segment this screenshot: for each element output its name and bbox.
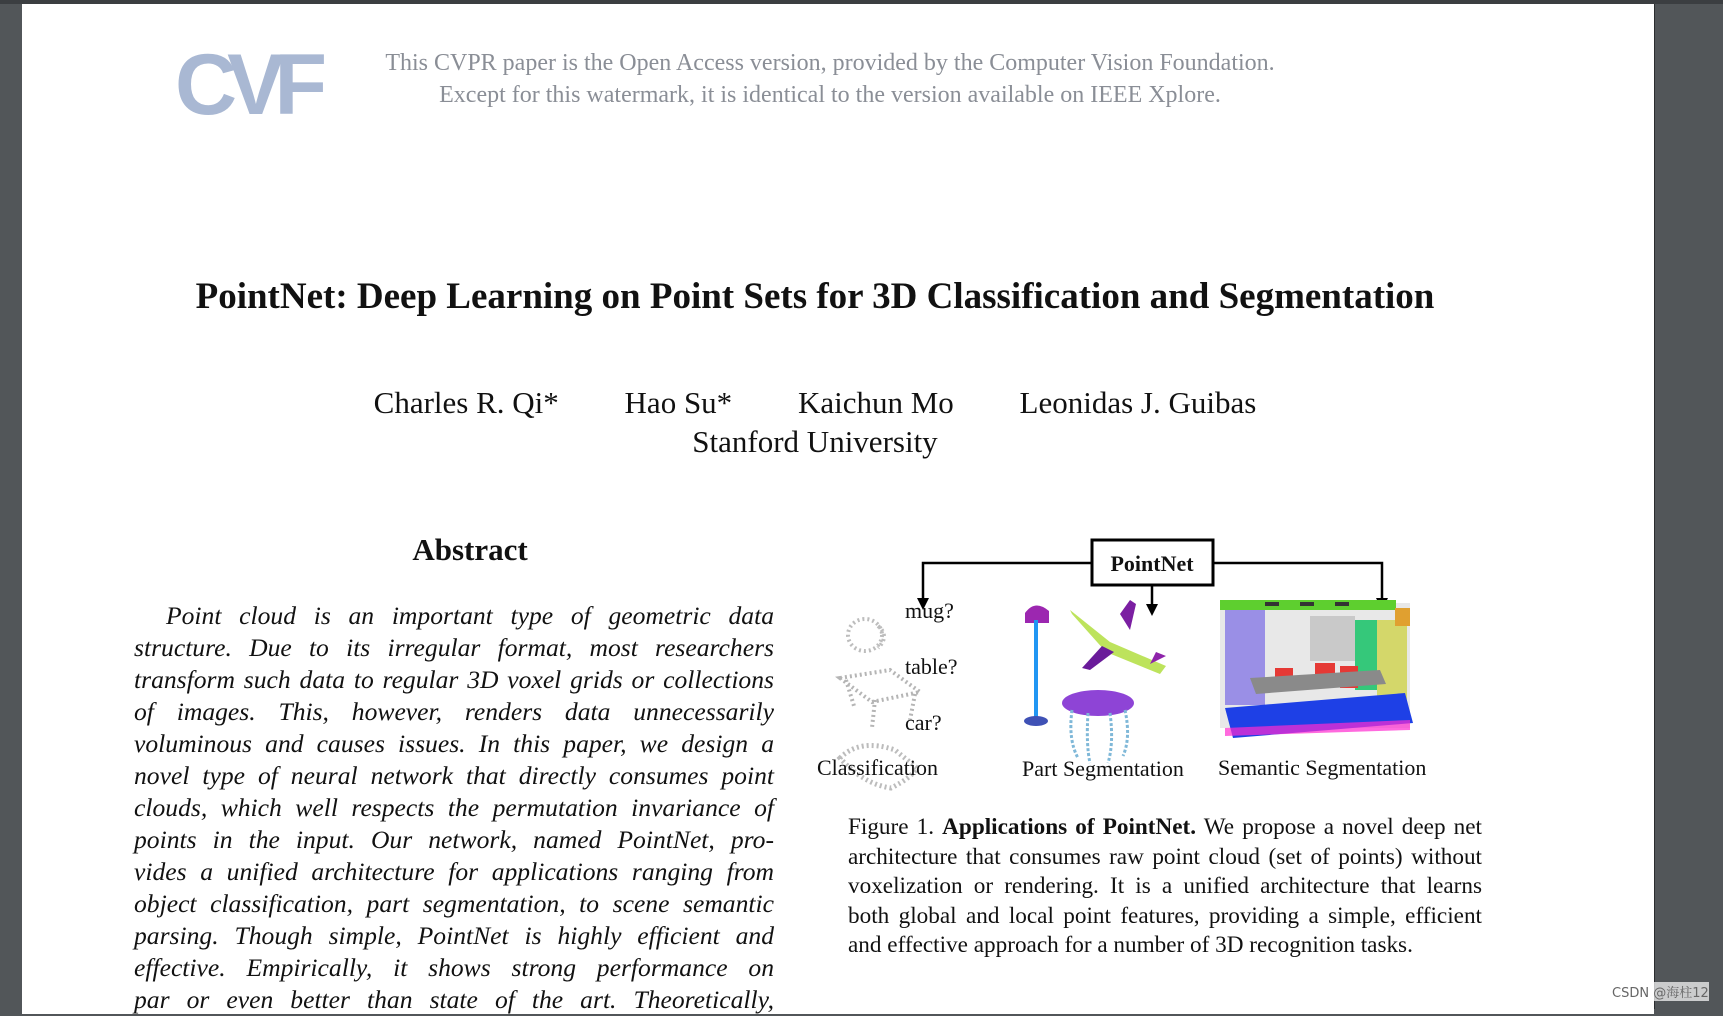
svg-text:CVF: CVF xyxy=(175,42,317,132)
abstract-line: structure. Due to its irregular format, most researchers xyxy=(134,633,774,662)
abstract-line: of images. This, however, renders data unnecessarily xyxy=(134,697,774,726)
class-label-car: car? xyxy=(905,710,942,735)
source-watermark-tag: CSDN @海柱12 xyxy=(1612,982,1709,1001)
caption-line: and effective approach for a number of 3D recognition tasks. xyxy=(848,932,1413,958)
abstract-line: transform such data to regular 3D voxel grids or collections xyxy=(134,665,774,694)
class-label-mug: mug? xyxy=(905,598,954,623)
abstract-line: clouds, which well respects the permutation invariance of xyxy=(134,793,774,822)
watermark-line-2: Except for this watermark, it is identical to the version available on IEEE Xplore. xyxy=(439,82,1221,108)
abstract-heading: Abstract xyxy=(412,532,528,567)
author-name: Charles R. Qi* xyxy=(373,385,559,420)
section-label-classification: Classification xyxy=(817,755,938,780)
watermark-line-1: This CVPR paper is the Open Access version, provided by the Computer Vision Foundation. xyxy=(385,50,1275,76)
author-name: Kaichun Mo xyxy=(797,385,954,420)
paper-title: PointNet: Deep Learning on Point Sets for 3D Classification and Segmentation xyxy=(195,276,1435,317)
abstract-text xyxy=(134,600,774,1016)
abstract-line: novel type of neural network that directly consumes point xyxy=(134,761,774,790)
indoor-scene-pointcloud-icon xyxy=(1220,600,1413,738)
arrowhead-part-segmentation xyxy=(1146,604,1158,616)
author-list xyxy=(120,385,1510,421)
caption-bold-title: Applications of PointNet. xyxy=(942,814,1197,840)
affiliation: Stanford University xyxy=(692,424,938,459)
cvf-logo-icon xyxy=(175,42,325,132)
arrow-to-semantic-segmentation xyxy=(1213,563,1382,600)
caption-line: voxelization or rendering. It is a unified architecture that learns xyxy=(848,873,1482,899)
round-table-pointcloud-icon xyxy=(1062,690,1134,763)
caption-line-text: We propose a novel deep net xyxy=(1203,814,1482,840)
page-shadow xyxy=(1654,4,1655,1009)
lamp-pointcloud-icon xyxy=(1024,605,1049,726)
abstract-line: par or even better than state of the art. Theoretically, xyxy=(134,985,774,1014)
caption-line: architecture that consumes raw point cloud (set of points) without xyxy=(848,843,1482,870)
caption-line: both global and local point features, providing a simple, efficient xyxy=(848,902,1482,929)
arrow-to-classification xyxy=(923,563,1092,600)
author-name: Leonidas J. Guibas xyxy=(1019,385,1257,420)
open-access-watermark xyxy=(340,47,1320,111)
abstract-line: vides a unified architecture for applications ranging from xyxy=(134,857,774,886)
mug-pointcloud-icon xyxy=(848,619,884,651)
abstract-line: object classification, part segmentation, to scene semantic xyxy=(134,889,774,918)
author-name: Hao Su* xyxy=(624,385,733,420)
abstract-line: effective. Empirically, it shows strong performance on xyxy=(134,953,774,982)
caption-prefix: Figure 1. xyxy=(848,814,935,840)
abstract-line: parsing. Though simple, PointNet is highly efficient and xyxy=(134,921,774,950)
abstract-line: Point cloud is an important type of geometric data xyxy=(166,601,774,630)
section-label-part-segmentation: Part Segmentation xyxy=(1022,756,1184,781)
caption-line xyxy=(848,813,1482,843)
abstract-line: voluminous and causes issues. In this paper, we design a xyxy=(134,729,774,758)
figure-1-caption xyxy=(848,813,1482,961)
pointnet-box-label: PointNet xyxy=(1110,551,1194,576)
abstract-line: points in the input. Our network, named PointNet, pro- xyxy=(134,825,774,854)
section-label-semantic-segmentation: Semantic Segmentation xyxy=(1218,755,1427,780)
class-label-table: table? xyxy=(905,654,958,679)
